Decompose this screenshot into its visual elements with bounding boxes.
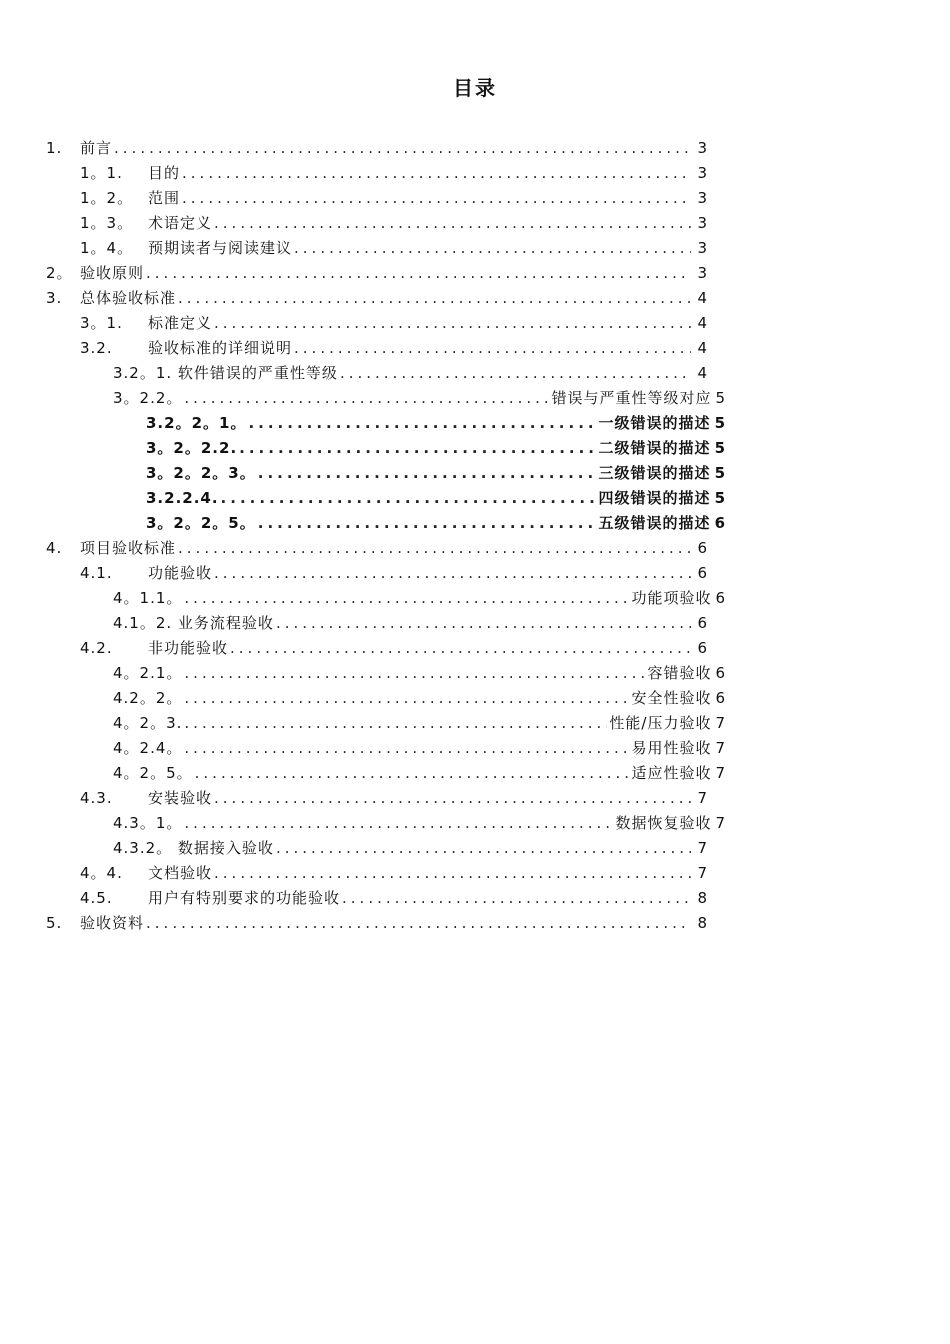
toc-entry-title: 适应性验收 — [631, 764, 712, 782]
toc-entry[interactable] — [80, 311, 708, 336]
toc-entry[interactable] — [113, 811, 726, 836]
toc-page-number: 6 — [697, 614, 708, 632]
toc-page-number: 6 — [715, 664, 726, 682]
page-title: 目录 — [453, 76, 497, 100]
toc-entry-title: 总体验收标准 — [80, 289, 177, 307]
toc-entry[interactable] — [113, 711, 726, 736]
toc-entry-number: 1。3。 — [80, 214, 134, 232]
toc-entry-number: 4.3。1。 — [113, 814, 183, 832]
toc-dot-leader — [214, 561, 691, 586]
toc-entry[interactable] — [113, 736, 726, 761]
toc-entry[interactable] — [113, 686, 726, 711]
toc-entry-number: 4. — [46, 539, 63, 557]
toc-entry-number: 3。2。2。5。 — [146, 514, 256, 532]
toc-entry-number: 4。1.1。 — [113, 589, 183, 607]
toc-page-number: 3 — [697, 164, 708, 182]
toc-entry-title: 容错验收 — [647, 664, 712, 682]
toc-dot-leader — [182, 161, 691, 186]
toc-entry[interactable] — [146, 511, 726, 536]
toc-entry-title: 功能验收 — [148, 564, 213, 582]
toc-entry-number: 5. — [46, 914, 63, 932]
toc-entry[interactable] — [113, 836, 708, 861]
toc-entry[interactable] — [80, 561, 708, 586]
toc-entry-number: 4.2。2。 — [113, 689, 183, 707]
toc-entry-title: 功能项验收 — [631, 589, 712, 607]
toc-page-number: 7 — [715, 714, 726, 732]
toc-entry-number: 1。1. — [80, 164, 123, 182]
toc-dot-leader — [195, 761, 630, 786]
toc-page-number: 5 — [714, 414, 726, 432]
toc-entry[interactable] — [113, 361, 708, 386]
toc-dot-leader — [178, 286, 691, 311]
toc-entry-number: 2。 — [46, 264, 73, 282]
toc-page-number: 6 — [697, 639, 708, 657]
toc-entry-title: 文档验收 — [148, 864, 213, 882]
toc-page-number: 3 — [697, 214, 708, 232]
toc-entry-title: 三级错误的描述 — [598, 464, 711, 482]
toc-entry[interactable] — [113, 661, 726, 686]
toc-entry-title: 性能/压力验收 — [609, 714, 712, 732]
toc-entry-number: 4.1. — [80, 564, 113, 582]
toc-entry[interactable] — [46, 136, 708, 161]
toc-page-number: 6 — [714, 514, 726, 532]
toc-dot-leader — [230, 636, 691, 661]
toc-entry-number: 1。4。 — [80, 239, 134, 257]
toc-entry[interactable] — [80, 886, 708, 911]
toc-entry-title: 预期读者与阅读建议 — [148, 239, 293, 257]
toc-entry-number: 4.2. — [80, 639, 113, 657]
toc-entry[interactable] — [46, 911, 708, 936]
toc-page-number: 7 — [715, 739, 726, 757]
toc-page-number: 7 — [697, 789, 708, 807]
toc-entry-title: 五级错误的描述 — [598, 514, 711, 532]
toc-entry[interactable] — [113, 761, 726, 786]
toc-entry-title: 目的 — [148, 164, 181, 182]
toc-entry[interactable] — [113, 611, 708, 636]
toc-entry-title: 范围 — [148, 189, 181, 207]
toc-dot-leader — [146, 261, 691, 286]
toc-page-number: 3 — [697, 139, 708, 157]
toc-entry-title: 四级错误的描述 — [598, 489, 711, 507]
toc-entry[interactable] — [146, 461, 726, 486]
toc-entry-title: 数据恢复验收 — [615, 814, 712, 832]
toc-entry-number: 4.5. — [80, 889, 113, 907]
toc-page-number: 5 — [714, 464, 726, 482]
toc-page-number: 4 — [697, 339, 708, 357]
toc-page-number: 6 — [715, 589, 726, 607]
toc-entry[interactable] — [146, 486, 726, 511]
toc-entry-title: 验收原则 — [80, 264, 145, 282]
toc-entry[interactable] — [80, 786, 708, 811]
toc-dot-leader — [294, 336, 691, 361]
toc-entry-number: 1。2。 — [80, 189, 134, 207]
toc-dot-leader — [214, 211, 691, 236]
toc-page-number: 8 — [697, 914, 708, 932]
toc-entry-number: 1. — [46, 139, 63, 157]
toc-dot-leader — [214, 311, 691, 336]
toc-entry[interactable] — [80, 161, 708, 186]
toc-page-number: 8 — [697, 889, 708, 907]
toc-entry-number: 4。2.4。 — [113, 739, 183, 757]
toc-page-number: 7 — [715, 814, 726, 832]
toc-entry-title: 非功能验收 — [148, 639, 229, 657]
toc-dot-leader — [258, 461, 597, 486]
toc-dot-leader — [184, 736, 629, 761]
toc-entry-number: 4。2.1。 — [113, 664, 183, 682]
toc-entry-title: 4.3.2。 数据接入验收 — [113, 839, 274, 857]
toc-page-number: 3 — [697, 189, 708, 207]
toc-page-number: 3 — [697, 239, 708, 257]
toc-page-number: 6 — [697, 564, 708, 582]
toc-dot-leader — [184, 711, 607, 736]
toc-entry-title: 二级错误的描述 — [598, 439, 711, 457]
toc-dot-leader — [239, 436, 596, 461]
toc-entry[interactable] — [80, 211, 708, 236]
toc-page-number: 3 — [697, 264, 708, 282]
toc-entry-title: 易用性验收 — [631, 739, 712, 757]
toc-page-number: 6 — [697, 539, 708, 557]
toc-dot-leader — [221, 486, 597, 511]
toc-dot-leader — [146, 911, 691, 936]
toc-entry-title: 错误与严重性等级对应 — [551, 389, 712, 407]
toc-dot-leader — [114, 136, 691, 161]
toc-page-number: 4 — [697, 314, 708, 332]
toc-entry[interactable] — [80, 336, 708, 361]
toc-page-number: 7 — [715, 764, 726, 782]
toc-dot-leader — [248, 411, 596, 436]
toc-dot-leader — [214, 786, 691, 811]
toc-entry-number: 4。2。5。 — [113, 764, 193, 782]
toc-entry-number: 4.3. — [80, 789, 113, 807]
toc-page-number: 4 — [697, 289, 708, 307]
toc-dot-leader — [294, 236, 691, 261]
toc-dot-leader — [340, 361, 692, 386]
toc-entry[interactable] — [113, 386, 726, 411]
toc-entry-title: 安全性验收 — [631, 689, 712, 707]
toc-entry-title: 一级错误的描述 — [598, 414, 711, 432]
toc-dot-leader — [184, 586, 629, 611]
toc-entry[interactable] — [146, 436, 726, 461]
toc-entry-number: 3.2. — [80, 339, 113, 357]
toc-page-number: 5 — [715, 389, 726, 407]
toc-page-number: 4 — [697, 364, 708, 382]
toc-page-number: 7 — [697, 864, 708, 882]
toc-dot-leader — [214, 861, 691, 886]
toc-entry-title: 4.1。2. 业务流程验收 — [113, 614, 274, 632]
toc-page-number: 6 — [715, 689, 726, 707]
toc-entry-title: 标准定义 — [148, 314, 213, 332]
toc-entry-number: 3。1. — [80, 314, 123, 332]
toc-dot-leader — [184, 661, 645, 686]
toc-entry-title: 验收标准的详细说明 — [148, 339, 293, 357]
toc-entry-number: 3.2。2。1。 — [146, 414, 247, 432]
toc-entry-title: 3.2。1. 软件错误的严重性等级 — [113, 364, 338, 382]
toc-entry[interactable] — [80, 236, 708, 261]
toc-entry-title: 验收资料 — [80, 914, 145, 932]
toc-entry-title: 安装验收 — [148, 789, 213, 807]
toc-entry-number: 4。2。3. — [113, 714, 183, 732]
toc-entry[interactable] — [46, 536, 708, 561]
toc-dot-leader — [184, 386, 549, 411]
toc-entry-title: 项目验收标准 — [80, 539, 177, 557]
toc-dot-leader — [342, 886, 691, 911]
toc-dot-leader — [178, 536, 691, 561]
toc-entry[interactable] — [46, 261, 708, 286]
toc-entry[interactable] — [80, 186, 708, 211]
toc-dot-leader — [276, 611, 692, 636]
toc-entry-number: 4。4. — [80, 864, 123, 882]
toc-entry-title: 用户有特别要求的功能验收 — [148, 889, 341, 907]
toc-dot-leader — [184, 686, 629, 711]
toc-dot-leader — [184, 811, 613, 836]
toc-dot-leader — [276, 836, 692, 861]
toc-entry-title: 前言 — [80, 139, 113, 157]
toc-entry-number: 3。2。2.2. — [146, 439, 238, 457]
toc-entry[interactable] — [46, 286, 708, 311]
toc-entry[interactable] — [113, 586, 726, 611]
toc-entry[interactable] — [80, 636, 708, 661]
toc-entry[interactable] — [146, 411, 726, 436]
toc-dot-leader — [258, 511, 597, 536]
toc-page-number: 5 — [714, 489, 726, 507]
toc-entry[interactable] — [80, 861, 708, 886]
toc-entry-number: 3。2.2。 — [113, 389, 183, 407]
toc-entry-number: 3. — [46, 289, 63, 307]
toc-entry-number: 3.2.2.4. — [146, 489, 219, 507]
toc-page-number: 7 — [697, 839, 708, 857]
toc-entry-title: 术语定义 — [148, 214, 213, 232]
toc-dot-leader — [182, 186, 691, 211]
toc-entry-number: 3。2。2。3。 — [146, 464, 256, 482]
toc-page-number: 5 — [714, 439, 726, 457]
